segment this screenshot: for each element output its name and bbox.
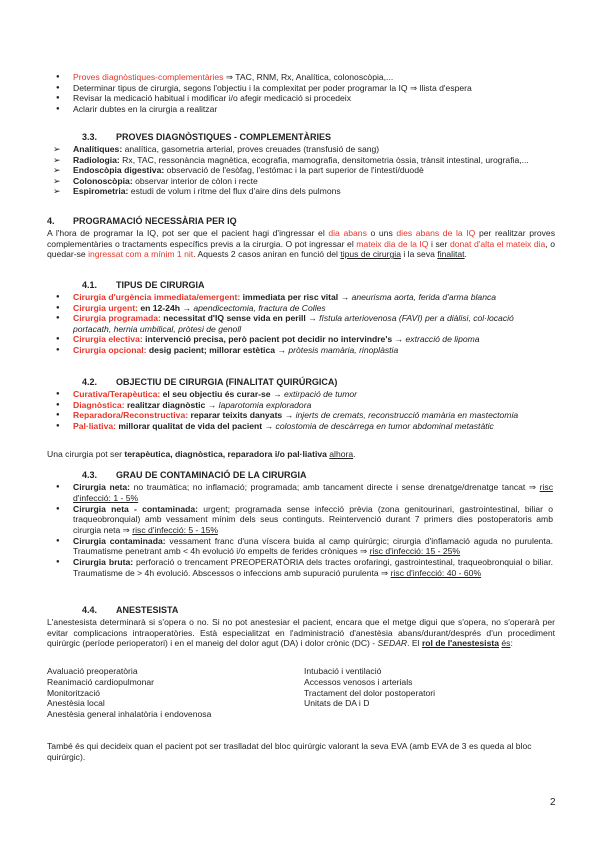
- list-item: Tractament del dolor postoperatori: [304, 687, 436, 698]
- list-item: ● Curativa/Terapèutica: el seu objectiu és curar-se → extirpació de tumor: [73, 389, 543, 400]
- list-item: ● Cirurgia electiva: intervenció precisa, però pacient pot decidir no intervindre's → extracció de lipoma: [73, 334, 543, 345]
- list-item: Reanimació cardiopulmonar: [47, 676, 154, 687]
- list-item: Avaluació preoperatòria: [47, 666, 138, 676]
- s42-note: Una cirurgia pot ser terapèutica, diagnòstica, reparadora i/o pal·liativa alhora.: [47, 449, 356, 459]
- list-item: ● Aclarir dubtes en la cirurgia a realitzar: [73, 104, 543, 115]
- s42-list: [73, 389, 543, 431]
- list-item: Intubació i ventilació: [304, 666, 382, 676]
- s43-list: [73, 482, 553, 579]
- list-item: Anestèsia general inhalatòria i endovenosa: [47, 709, 212, 720]
- section-4-4-paragraph: L'anestesista determinarà si s'opera o no. Si no pot anestesiar el pacient, encara que el metge digui que s'opera, no s'operarà per evitar complicacions intraoperatòries. Està especialitzat en l'administració d'anestèsia abans/durant/després d'un procediment quirúrgic (període perioperatori) i en el maneig del dolor agut (DA) i dolor crònic (DC) - SEDAR. El rol de l'anestesista és:: [47, 617, 555, 649]
- list-item: ● Cirurgia d'urgència immediata/emergent: immediata per risc vital → aneurisma aorta, ferida d'arma blanca: [73, 292, 543, 303]
- list-item: ➢ Espirometria: estudi de volum i ritme del flux d'aire dins dels pulmons: [73, 186, 553, 197]
- list-item: ➢ Endoscòpia digestiva: observació de l'esòfag, l'estómac i la part superior de l'intestí/duodè: [73, 165, 553, 176]
- anesthetist-roles-left: [47, 666, 287, 720]
- s41-list: [73, 292, 543, 356]
- list-item: ● Diagnòstica: realitzar diagnòstic → laparotomia exploradora: [73, 400, 543, 411]
- list-item: ● Cirurgia bruta: perforació o trencament PREOPERATÒRIA dels tractes orofaringi, gastrointestinal, traqueobronquial o biliar. Traumatisme de > 4h evolució. Abscessos o infeccions amb supuració purulenta ⇒ risc d'infecció: 40 - 60%: [73, 557, 553, 578]
- section-4-2-heading: 4.2. OBJECTIU DE CIRURGIA (FINALITAT QUIRÚRGICA): [82, 377, 338, 387]
- section-3-3-heading: 3.3. PROVES DIAGNÒSTIQUES - COMPLEMENTÀRIES: [82, 132, 332, 142]
- list-item: ● Cirurgia opcional: desig pacient; millorar estètica → pròtesis mamària, rinoplàstia: [73, 345, 543, 356]
- anesthetist-roles-right: [304, 666, 544, 709]
- list-item: Anestèsia local: [47, 698, 105, 709]
- top-bullet-list: [73, 72, 543, 114]
- list-item: Monitorització: [47, 687, 101, 698]
- list-item: Unitats de DA i D: [304, 698, 370, 709]
- list-item: ➢ Radiologia: Rx, TAC, ressonància magnètica, ecografia, mamografia, densitometria òssia, trànsit intestinal, urografia,...: [73, 155, 553, 166]
- final-paragraph: També és qui decideix quan el pacient pot ser traslladat del bloc quirúrgic valorant la seva EVA (amb EVA de 3 es queda al bloc quirúrgic).: [47, 741, 532, 762]
- section-4-heading: 4. PROGRAMACIÓ NECESSÀRIA PER IQ: [47, 216, 237, 226]
- list-item: ● Cirurgia neta: no traumàtica; no inflamació; programada; amb tancament directe i sense drenatge/drenatge tancat ⇒ risc d'infecció: 1 - 5%: [73, 482, 553, 503]
- section-4-4-heading: 4.4. ANESTESISTA: [82, 605, 179, 615]
- list-item: ● Cirurgia neta - contaminada: urgent; programada sense infecció prèvia (zona genitourinari, gastrointestinal, biliar o traqueobronquial) amb vessament mínim dels seus continguts. Reintervenció durant 7 primers dies postoperatoris amb cirurgia neta ⇒ risc d'infecció: 5 - 15%: [73, 504, 553, 536]
- list-item: ● Reparadora/Reconstructiva: reparar teixits danyats → injerts de cremats, reconstrucció mamària en mastectomia: [73, 410, 543, 421]
- list-item: ● Revisar la medicació habitual i modificar i/o afegir medicació si procedeix: [73, 93, 543, 104]
- s33-list: [73, 144, 553, 197]
- list-item: Accessos venosos i arterials: [304, 676, 413, 687]
- list-item: ● Determinar tipus de cirurgia, segons l'objectiu i la complexitat per poder programar la IQ ⇒ llista d'espera: [73, 83, 543, 94]
- section-4-1-heading: 4.1. TIPUS DE CIRURGIA: [82, 280, 205, 290]
- list-item: ● Pal·liativa: millorar qualitat de vida del pacient → colostomia de descàrrega en tumor abdominal metastàtic: [73, 421, 543, 432]
- list-item: ➢ Analítiques: analítica, gasometria arterial, proves creuades (transfusió de sang): [73, 144, 553, 155]
- list-item: ● Proves diagnòstiques-complementàries ⇒ TAC, RNM, Rx, Analítica, colonoscòpia,...: [73, 72, 543, 83]
- list-item: ➢ Colonoscòpia: observar interior de còlon i recte: [73, 176, 553, 187]
- list-item: ● Cirurgia urgent: en 12-24h → apendicectomia, fractura de Colles: [73, 303, 543, 314]
- section-4-3-heading: 4.3. GRAU DE CONTAMINACIÓ DE LA CIRURGIA: [82, 470, 307, 480]
- section-4-paragraph: A l'hora de programar la IQ, pot ser que el pacient hagi d'ingressar el dia abans o uns dies abans de la IQ per realitzar proves complementàries o tractaments específics previs a la cirurgia. O pot ingressar el mateix dia de la IQ i ser donat d'alta el mateix dia, o quedar-se ingressat com a mínim 1 nit. Aquests 2 casos aniran en funció del tipus de cirurgia i la seva finalitat.: [47, 228, 556, 260]
- list-item: ● Cirurgia programada: necessitat d'IQ sense vida en perill → fístula arteriovenosa (FAVI) per a diàlisi, col·locació portacath, hernia umbilical, pròtesi de genoll: [73, 313, 543, 334]
- list-item: ● Cirurgia contaminada: vessament franc d'una víscera buida al camp quirúrgic; cirurgia d'inflamació aguda no purulenta. Traumatisme penetrant amb < 4h evolució i/o empelts de ferides cròniques ⇒ risc d'infecció: 15 - 25%: [73, 536, 553, 557]
- page-number: 2: [550, 797, 556, 808]
